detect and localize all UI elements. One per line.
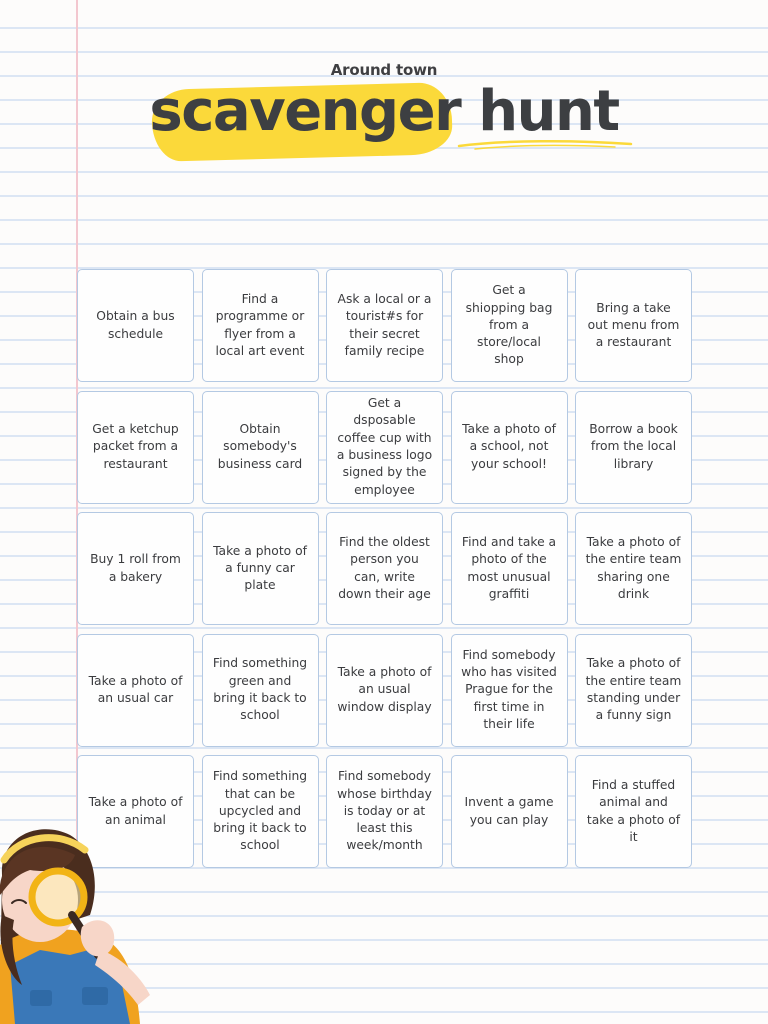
bingo-cell-text: Find a stuffed animal and take a photo of it [586, 777, 681, 844]
bingo-cell [575, 634, 692, 747]
bingo-cell [202, 634, 319, 747]
bingo-cell [326, 391, 443, 504]
bingo-cell-text: Find something that can be upcycled and bring it back to school [212, 769, 308, 853]
title-word-scavenger: scavenger [149, 79, 461, 144]
bingo-cell-text: Find somebody whose birthday is today or at least this week/month [337, 769, 432, 853]
bingo-cell [451, 269, 568, 382]
bingo-cell [451, 391, 568, 504]
bingo-cell [202, 269, 319, 382]
bingo-cell-text: Take a photo of an animal [88, 795, 183, 827]
title-word-hunt: hunt [478, 79, 619, 144]
bingo-cell-text: Invent a game you can play [464, 795, 554, 827]
bingo-cell-text: Get a dsposable coffee cup with a business logo signed by the employee [336, 396, 433, 497]
page-title [0, 78, 768, 146]
bingo-cell [77, 634, 194, 747]
bingo-cell [575, 269, 692, 382]
bingo-cell-text: Buy 1 roll from a bakery [90, 552, 181, 584]
bingo-cell [326, 512, 443, 625]
bingo-cell [326, 755, 443, 868]
bingo-cell-text: Get a ketchup packet from a restaurant [92, 422, 179, 471]
bingo-cell-text: Borrow a book from the local library [589, 422, 678, 471]
bingo-cell [77, 391, 194, 504]
bingo-cell [451, 512, 568, 625]
bingo-cell-text: Bring a take out menu from a restaurant [587, 300, 680, 350]
bingo-cell-text: Find somebody who has visited Prague for the first time in their life [461, 647, 557, 731]
bingo-cell [575, 391, 692, 504]
bingo-cell [451, 755, 568, 868]
bingo-cell-text: Ask a local or a tourist#s for their secret family recipe [337, 291, 432, 358]
bingo-cell [575, 755, 692, 868]
bingo-cell [202, 391, 319, 504]
subtitle: Around town [330, 61, 438, 79]
bingo-cell-text: Take a photo of the entire team standing under a funny sign [585, 656, 682, 723]
bingo-cell [77, 269, 194, 382]
bingo-cell-text: Obtain somebody's business card [217, 422, 303, 471]
bingo-cell [451, 634, 568, 747]
bingo-cell [326, 269, 443, 382]
bingo-cell [575, 512, 692, 625]
bingo-cell-text: Find a programme or flyer from a local art event [215, 291, 305, 358]
bingo-cell-text: Take a photo of an usual window display [337, 665, 432, 714]
bingo-cell-text: Take a photo of a school, not your school! [462, 422, 556, 471]
underline-doodle-icon [455, 136, 635, 152]
bingo-cell-text: Find something green and bring it back to school [212, 656, 308, 723]
bingo-cell-text: Obtain a bus schedule [96, 309, 175, 341]
bingo-cell-text: Take a photo of an usual car [88, 673, 183, 705]
bingo-cell-text: Take a photo of the entire team sharing one drink [585, 534, 682, 601]
girl-with-magnifying-glass-icon [0, 815, 170, 1024]
bingo-cell-text: Find and take a photo of the most unusual graffiti [461, 534, 557, 601]
bingo-cell [77, 512, 194, 625]
bingo-cell-text: Get a shiopping bag from a store/local shop [465, 283, 553, 367]
bingo-grid [77, 269, 692, 868]
bingo-cell [202, 512, 319, 625]
bingo-cell [326, 634, 443, 747]
bingo-cell-text: Take a photo of a funny car plate [213, 543, 307, 593]
bingo-cell-text: Find the oldest person you can, write down their age [338, 534, 431, 601]
bingo-cell [202, 755, 319, 868]
